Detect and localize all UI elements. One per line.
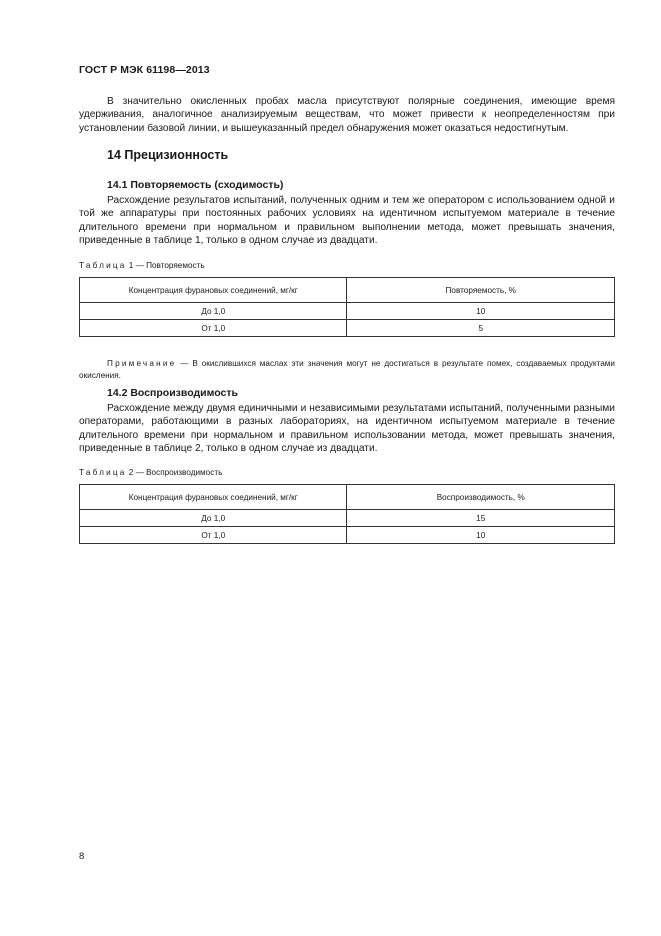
column-header-concentration: Концентрация фурановых соединений, мг/кг [80,278,347,303]
table-cell: 10 [347,303,615,320]
table-2-caption-title: 2 — Воспроизводимость [126,468,223,477]
note [79,358,615,382]
section-14-1-paragraph: Расхождение результатов испытаний, полученных одним и тем же оператором с использованием одной и той же аппаратуры при постоянных рабочих условиях на идентичном испытуемом материале в течение длительного времени при нормальном и правильном выполнении метода, может превышать значения, приведенные в таблице 1, только в одном случае из двадцати. [79,195,615,247]
column-header-concentration: Концентрация фурановых соединений, мг/кг [80,485,347,510]
table-cell: 5 [347,320,615,337]
section-14-2-title: 14.2 Воспроизводимость [107,387,238,399]
table-1-caption [79,261,205,270]
section-14-title: 14 Прецизионность [107,148,229,162]
table-header-row [80,278,615,303]
table-header-row [80,485,615,510]
standard-header: ГОСТ Р МЭК 61198—2013 [79,64,210,76]
table-row [80,303,615,320]
table-1-caption-title: 1 — Повторяемость [126,261,205,270]
column-header-repeatability: Повторяемость, % [347,278,615,303]
section-14-1-title: 14.1 Повторяемость (сходимость) [107,179,284,191]
page-number: 8 [79,851,85,862]
column-header-reproducibility: Воспроизводимость, % [347,485,615,510]
table-cell: 10 [347,527,615,544]
table-cell: От 1,0 [80,320,347,337]
table-1-caption-label: Таблица [79,261,127,270]
table-row [80,527,615,544]
repeatability-table [79,277,615,337]
table-cell: До 1,0 [80,510,347,527]
note-text: — В окислившихся маслах эти значения могут не достигаться в результате помех, создаваемых продуктами окисления. [79,359,615,380]
note-label: Примечание [107,359,177,368]
table-2-caption [79,468,222,477]
intro-paragraph: В значительно окисленных пробах масла присутствуют полярные соединения, имеющие время удерживания, аналогичное анализируемым веществам, что может привести к неопределенностям при установлении базовой линии, и вышеуказанный предел обнаружения может оказаться недостигнутым. [79,96,615,134]
table-2-caption-label: Таблица [79,468,127,477]
reproducibility-table [79,484,615,544]
table-cell: 15 [347,510,615,527]
table-row [80,510,615,527]
table-cell: От 1,0 [80,527,347,544]
table-cell: До 1,0 [80,303,347,320]
table-row [80,320,615,337]
section-14-2-paragraph: Расхождение между двумя единичными и независимыми результатами испытаний, полученными разными операторами, работающими в разных лабораториях, на идентичном испытуемом материале в течение длительного времени при нормальном и правильном использовании метода, может превышать значения, приведенные в таблице 2, только в одном случае из двадцати. [79,403,615,455]
